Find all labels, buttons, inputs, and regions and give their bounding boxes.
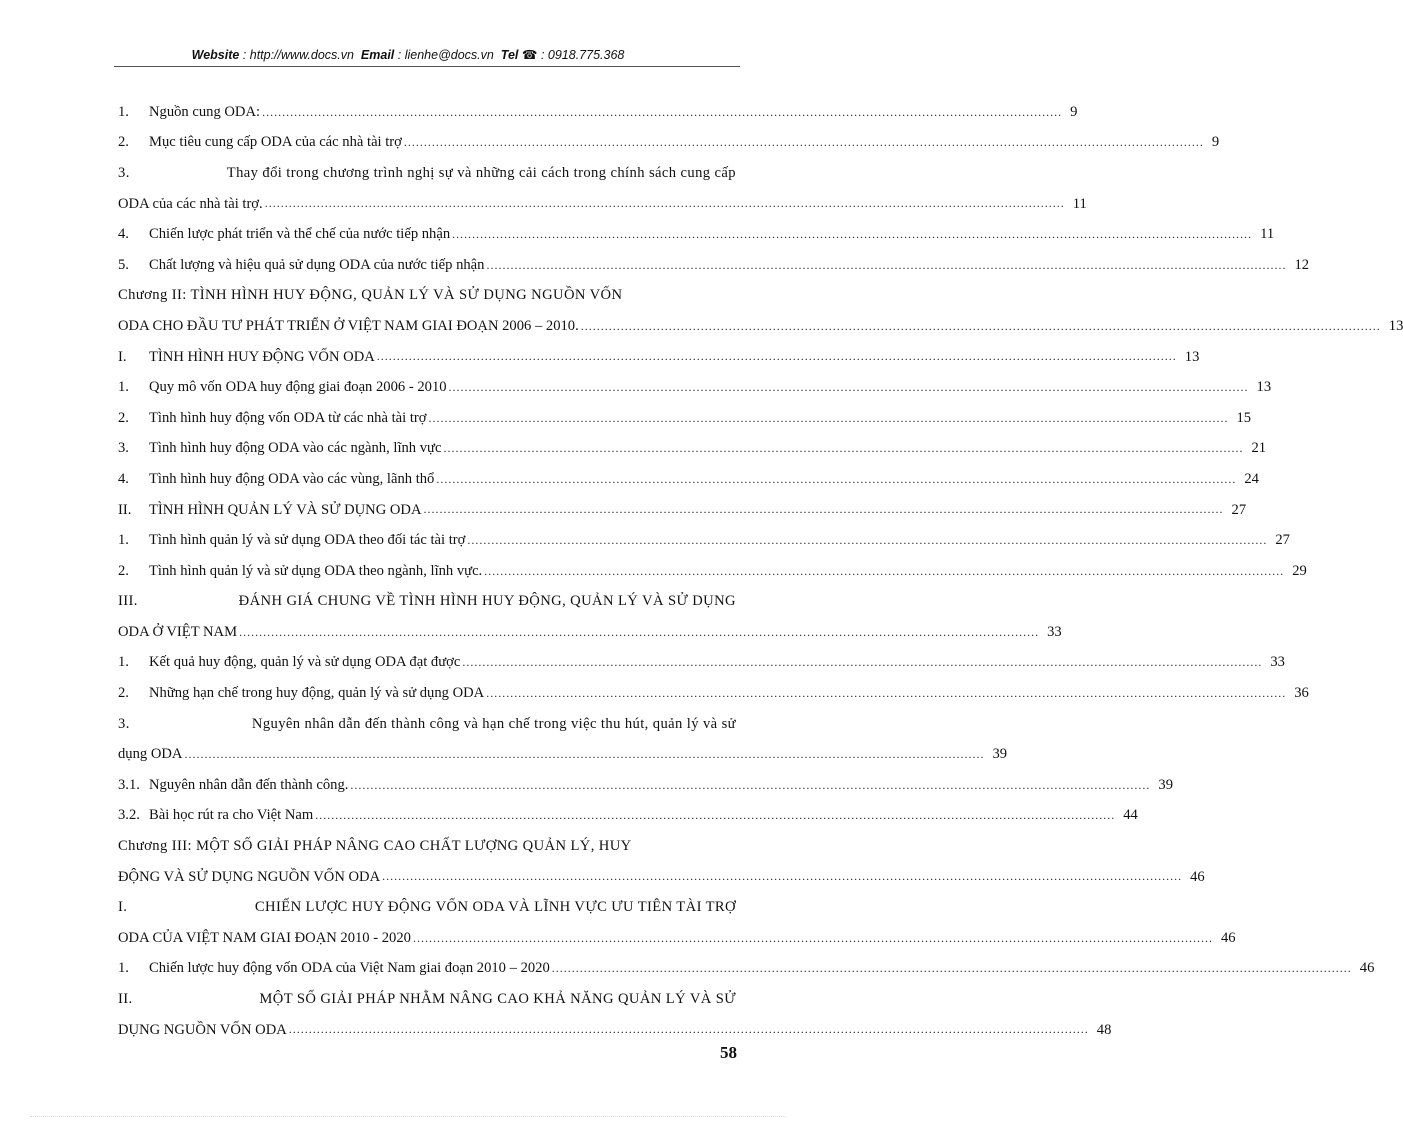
toc-entry[interactable]	[118, 189, 1087, 220]
toc-entry-number: 3.	[118, 164, 130, 181]
toc-entry-title: Nguồn cung ODA:	[149, 103, 261, 120]
toc-entry[interactable]	[118, 770, 1173, 801]
email-label: Email	[360, 48, 395, 62]
toc-entry-title: Những hạn chế trong huy động, quản lý và sử dụng ODA	[149, 685, 485, 702]
toc-entry[interactable]	[118, 831, 738, 862]
toc-entry-page: 13	[1256, 379, 1272, 396]
dot-leader: ........................................................................................................................................................................................................	[288, 1022, 1089, 1037]
toc-entry-number: 3.2.	[118, 807, 140, 824]
toc-entry-page: 24	[1244, 470, 1259, 487]
toc-entry-number: 1.	[118, 532, 129, 549]
toc-entry-title: ODA của các nhà tài trợ.	[118, 195, 263, 212]
dot-leader: ........................................................................................................................................................................................................	[448, 379, 1249, 394]
website-label: Website	[191, 48, 240, 62]
table-of-contents	[118, 97, 1403, 1045]
toc-entry[interactable]	[118, 372, 1272, 403]
dot-leader: ........................................................................................................................................................................................................	[486, 257, 1287, 272]
dot-leader: ........................................................................................................................................................................................................	[580, 318, 1381, 333]
toc-entry-number: 3.	[118, 715, 130, 732]
toc-entry-title: Kết quả huy động, quản lý và sử dụng ODA đạt được	[149, 654, 461, 671]
toc-entry[interactable]	[118, 464, 1259, 495]
toc-entry-page: 48	[1096, 1021, 1112, 1038]
toc-entry-title: Chương III: MỘT SỐ GIẢI PHÁP NÂNG CAO CHẤT LƯỢNG QUẢN LÝ, HUY	[118, 838, 632, 855]
toc-entry-page: 12	[1294, 256, 1310, 273]
toc-entry-page: 46	[1220, 929, 1236, 946]
toc-entry-title: ĐỘNG VÀ SỬ DỤNG NGUỒN VỐN ODA	[118, 868, 381, 885]
toc-entry-title: DỤNG NGUỒN VỐN ODA	[118, 1021, 287, 1038]
toc-entry-number: 2.	[118, 685, 129, 702]
dot-leader: ........................................................................................................................................................................................................	[376, 349, 1177, 364]
toc-entry-page: 33	[1270, 654, 1285, 671]
toc-entry-page: 11	[1260, 226, 1275, 243]
toc-entry-title: Tình hình quản lý và sử dụng ODA theo ngành, lĩnh vực.	[149, 562, 483, 579]
toc-entry-title: Mục tiêu cung cấp ODA của các nhà tài trợ	[149, 134, 402, 151]
toc-entry[interactable]	[118, 892, 738, 923]
toc-entry[interactable]	[118, 984, 738, 1015]
toc-entry-title: Tình hình huy động ODA vào các ngành, lĩnh vực	[149, 440, 442, 457]
toc-entry-title: Nguyên nhân dẫn đến thành công.	[149, 776, 349, 793]
dot-leader: ........................................................................................................................................................................................................	[239, 624, 1040, 639]
toc-entry-page: 33	[1047, 623, 1062, 640]
toc-entry-number: 2.	[118, 409, 129, 426]
toc-entry-number: 2.	[118, 562, 129, 579]
toc-entry-number: 1.	[118, 103, 129, 120]
toc-entry[interactable]	[118, 250, 1310, 281]
toc-entry[interactable]	[118, 403, 1252, 434]
toc-entry[interactable]	[118, 709, 738, 740]
toc-entry[interactable]	[118, 219, 1275, 250]
toc-entry-title: ODA Ở VIỆT NAM	[118, 623, 238, 640]
toc-entry-title: ĐÁNH GIÁ CHUNG VỀ TÌNH HÌNH HUY ĐỘNG, QUẢN LÝ VÀ SỬ DỤNG	[238, 593, 736, 610]
website-sep: :	[239, 48, 250, 62]
toc-entry[interactable]	[118, 587, 738, 618]
tel-number: 0918.775.368	[547, 48, 625, 62]
toc-entry-title: Quy mô vốn ODA huy động giai đoạn 2006 - 2010	[149, 379, 447, 396]
page-number: 58	[720, 1043, 737, 1062]
toc-entry-number: II.	[118, 991, 133, 1008]
toc-entry-page: 21	[1251, 440, 1267, 457]
toc-entry-title: Tình hình huy động ODA vào các vùng, lãnh thổ	[149, 470, 435, 487]
email-sep: :	[394, 48, 405, 62]
toc-entry-number: 5.	[118, 256, 129, 273]
toc-entry-page: 13	[1388, 317, 1403, 334]
email-address[interactable]: lienhe@docs.vn	[404, 48, 494, 62]
toc-entry[interactable]	[118, 434, 1267, 465]
toc-entry[interactable]	[118, 97, 1078, 128]
tel-sep: :	[537, 48, 548, 62]
toc-entry[interactable]	[118, 678, 1309, 709]
toc-entry-page: 27	[1231, 501, 1247, 518]
toc-entry-page: 46	[1190, 868, 1205, 885]
dot-leader: ........................................................................................................................................................................................................	[551, 961, 1352, 976]
page-header	[0, 47, 816, 62]
dot-leader: ........................................................................................................................................................................................................	[403, 135, 1204, 150]
toc-entry[interactable]	[118, 342, 1200, 373]
toc-entry-number: 4.	[118, 470, 129, 487]
toc-entry-page: 29	[1292, 562, 1307, 579]
toc-entry-page: 9	[1070, 103, 1078, 120]
toc-entry-title: dụng ODA	[118, 746, 183, 763]
toc-entry[interactable]	[118, 495, 1247, 526]
toc-entry[interactable]	[118, 801, 1138, 832]
toc-entry-page: 13	[1184, 348, 1200, 365]
dot-leader: ........................................................................................................................................................................................................	[452, 226, 1253, 241]
toc-entry-title: MỘT SỐ GIẢI PHÁP NHẰM NÂNG CAO KHẢ NĂNG QUẢN LÝ VÀ SỬ	[259, 991, 736, 1008]
dot-leader: ........................................................................................................................................................................................................	[382, 869, 1183, 884]
toc-entry-page: 44	[1123, 807, 1138, 824]
toc-entry-number: II.	[118, 501, 132, 518]
toc-entry[interactable]	[118, 128, 1220, 159]
toc-entry-title: Chương II: TÌNH HÌNH HUY ĐỘNG, QUẢN LÝ VÀ SỬ DỤNG NGUỒN VỐN	[118, 287, 623, 304]
toc-entry-title: Nguyên nhân dẫn đến thành công và hạn chế trong việc thu hút, quản lý và sử	[251, 715, 736, 732]
toc-entry[interactable]	[118, 923, 1236, 954]
toc-entry-title: TÌNH HÌNH HUY ĐỘNG VỐN ODA	[149, 348, 375, 365]
toc-entry[interactable]	[118, 1015, 1112, 1046]
toc-entry[interactable]	[118, 617, 1062, 648]
toc-entry-title: Chất lượng và hiệu quả sử dụng ODA của nước tiếp nhận	[149, 256, 485, 273]
toc-entry-number: III.	[118, 593, 138, 610]
phone-icon: ☎	[521, 48, 538, 62]
toc-entry-title: Chiến lược phát triển và thể chế của nước tiếp nhận	[149, 226, 451, 243]
toc-entry-number: 3.1.	[118, 776, 140, 793]
dot-leader: ........................................................................................................................................................................................................	[443, 441, 1244, 456]
dot-leader: ........................................................................................................................................................................................................	[262, 104, 1063, 119]
toc-entry[interactable]	[118, 525, 1290, 556]
toc-entry-title: ODA CHO ĐẦU TƯ PHÁT TRIỂN Ở VIỆT NAM GIAI ĐOẠN 2006 – 2010.	[118, 317, 579, 334]
tel-label: Tel	[500, 48, 519, 62]
toc-entry-page: 46	[1359, 960, 1375, 977]
toc-entry-title: ODA CỦA VIỆT NAM GIAI ĐOẠN 2010 - 2020	[118, 929, 411, 946]
toc-entry-number: 4.	[118, 226, 129, 243]
toc-entry[interactable]	[118, 739, 1008, 770]
toc-entry-title: Bài học rút ra cho Việt Nam	[149, 807, 314, 824]
toc-entry[interactable]	[118, 281, 738, 312]
toc-entry-page: 27	[1275, 532, 1290, 549]
toc-entry-number: 1.	[118, 654, 129, 671]
toc-entry-page: 39	[1158, 776, 1173, 793]
toc-entry-title: TÌNH HÌNH QUẢN LÝ VÀ SỬ DỤNG ODA	[149, 501, 422, 518]
toc-entry[interactable]	[118, 311, 1403, 342]
toc-entry-page: 36	[1294, 685, 1309, 702]
toc-entry-title: Tình hình quản lý và sử dụng ODA theo đối tác tài trợ	[149, 532, 466, 549]
dot-leader: ........................................................................................................................................................................................................	[462, 655, 1263, 670]
toc-entry-number: I.	[118, 348, 127, 365]
toc-entry-title: CHIẾN LƯỢC HUY ĐỘNG VỐN ODA VÀ LĨNH VỰC ƯU TIÊN TÀI TRỢ	[254, 899, 736, 916]
toc-entry-number: 1.	[118, 379, 129, 396]
toc-entry-title: Thay đổi trong chương trình nghị sự và những cải cách trong chính sách cung cấp	[226, 164, 736, 181]
website-url[interactable]: http://www.docs.vn	[249, 48, 354, 62]
toc-entry[interactable]	[118, 954, 1375, 985]
toc-entry-number: 2.	[118, 134, 129, 151]
toc-entry-title: Tình hình huy động vốn ODA từ các nhà tài trợ	[149, 409, 427, 426]
toc-entry[interactable]	[118, 862, 1205, 893]
toc-entry-number: I.	[118, 899, 128, 916]
footer-divider	[30, 1116, 786, 1117]
dot-leader: ........................................................................................................................................................................................................	[412, 930, 1213, 945]
dot-leader: ........................................................................................................................................................................................................	[315, 808, 1116, 823]
toc-entry-page: 9	[1211, 134, 1220, 151]
header-divider	[114, 66, 740, 67]
toc-entry-title: Chiến lược huy động vốn ODA của Việt Nam giai đoạn 2010 – 2020	[149, 960, 550, 977]
toc-entry-page: 39	[992, 746, 1008, 763]
toc-entry-page: 11	[1072, 195, 1087, 212]
toc-entry-number: 1.	[118, 960, 129, 977]
toc-entry[interactable]	[118, 648, 1285, 679]
dot-leader: ........................................................................................................................................................................................................	[467, 532, 1268, 547]
toc-entry[interactable]	[118, 158, 738, 189]
dot-leader: ........................................................................................................................................................................................................	[423, 502, 1224, 517]
dot-leader: ........................................................................................................................................................................................................	[436, 471, 1237, 486]
dot-leader: ........................................................................................................................................................................................................	[184, 747, 985, 762]
dot-leader: ........................................................................................................................................................................................................	[264, 196, 1065, 211]
dot-leader: ........................................................................................................................................................................................................	[350, 777, 1151, 792]
dot-leader: ........................................................................................................................................................................................................	[486, 685, 1287, 700]
toc-entry[interactable]	[118, 556, 1307, 587]
dot-leader: ........................................................................................................................................................................................................	[428, 410, 1229, 425]
dot-leader: ........................................................................................................................................................................................................	[484, 563, 1285, 578]
toc-entry-page: 15	[1236, 409, 1252, 426]
toc-entry-number: 3.	[118, 440, 129, 457]
